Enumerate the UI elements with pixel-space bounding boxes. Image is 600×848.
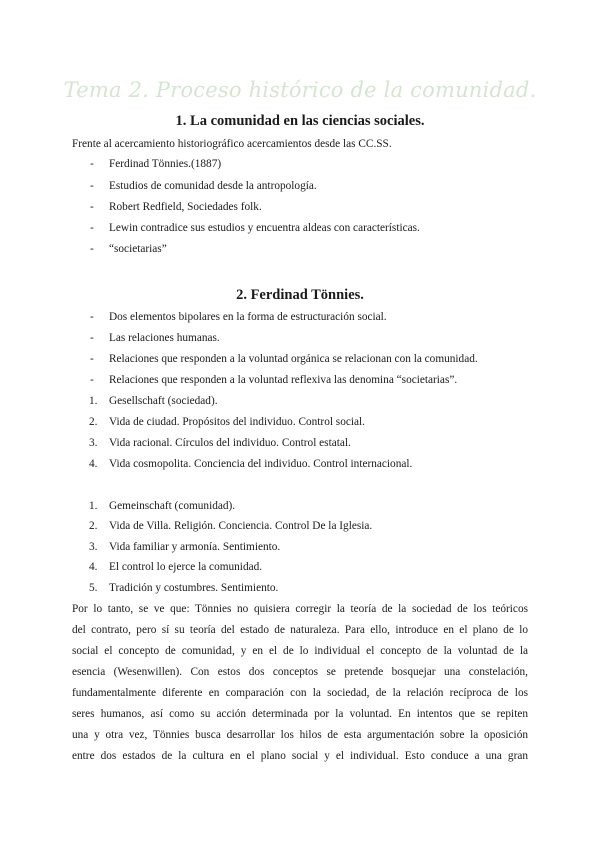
list-item: Estudios de comunidad desde la antropología. bbox=[109, 180, 317, 192]
bullet-marker: - bbox=[90, 332, 94, 344]
paragraph-line: fundamentalmente diferente en comparación con la sociedad, de la relación recíproca de los bbox=[72, 687, 528, 699]
list-number: 5. bbox=[89, 582, 98, 594]
list-item: “societarias” bbox=[109, 243, 167, 255]
list-item: Gesellschaft (sociedad). bbox=[109, 395, 218, 407]
list-item: Relaciones que responden a la voluntad orgánica se relacionan con la comunidad. bbox=[109, 353, 478, 365]
list-number: 1. bbox=[89, 395, 98, 407]
bullet-marker: - bbox=[90, 180, 94, 192]
list-item: Ferdinad Tönnies.(1887) bbox=[109, 158, 222, 170]
list-number: 2. bbox=[89, 416, 98, 428]
list-item: El control lo ejerce la comunidad. bbox=[109, 561, 263, 573]
bullet-marker: - bbox=[90, 353, 94, 365]
list-item: Dos elementos bipolares en la forma de estructuración social. bbox=[109, 311, 387, 323]
paragraph-line: entre dos estados de la cultura en el plano social y el individual. Esto conduce a una gran bbox=[72, 750, 528, 762]
list-number: 1. bbox=[89, 500, 98, 512]
list-item: Las relaciones humanas. bbox=[109, 332, 220, 344]
list-number: 4. bbox=[89, 458, 98, 470]
list-item: Tradición y costumbres. Sentimiento. bbox=[109, 582, 279, 594]
bullet-marker: - bbox=[90, 222, 94, 234]
section-1-intro: Frente al acercamiento historiográfico acercamientos desde las CC.SS. bbox=[72, 138, 392, 150]
bullet-marker: - bbox=[90, 311, 94, 323]
paragraph-line: una y otra vez, Tönnies busca desarrollar los hilos de esta argumentación sobre la oposición bbox=[72, 729, 528, 741]
paragraph-line: esencia (Wesenwillen). Con estos dos conceptos se pretende bosquejar una constelación, bbox=[72, 666, 528, 678]
bullet-marker: - bbox=[90, 158, 94, 170]
list-number: 2. bbox=[89, 520, 98, 532]
list-item: Robert Redfield, Sociedades folk. bbox=[109, 201, 262, 213]
paragraph-line: del contrato, pero sí su teoría del estado de naturaleza. Para ello, introduce en el plano de lo bbox=[72, 624, 528, 636]
list-item: Vida de Villa. Religión. Conciencia. Control De la Iglesia. bbox=[109, 520, 373, 532]
list-item: Relaciones que responden a la voluntad reflexiva las denomina “societarias”. bbox=[109, 374, 458, 386]
paragraph-line: seres humanos, así como su acción determinada por la voluntad. En intentos que se repiten bbox=[72, 708, 528, 720]
list-number: 4. bbox=[89, 561, 98, 573]
list-item: Gemeinschaft (comunidad). bbox=[109, 500, 236, 512]
list-item: Vida racional. Círculos del individuo. Control estatal. bbox=[109, 437, 351, 449]
document-title: Tema 2. Proceso histórico de la comunidad. bbox=[63, 78, 537, 102]
list-number: 3. bbox=[89, 437, 98, 449]
paragraph-line: social el concepto de comunidad, y en el de lo individual el concepto de la voluntad de la bbox=[72, 645, 528, 657]
section-1-heading: 1. La comunidad en las ciencias sociales. bbox=[175, 113, 425, 129]
list-item: Vida cosmopolita. Conciencia del individuo. Control internacional. bbox=[109, 458, 413, 470]
bullet-marker: - bbox=[90, 201, 94, 213]
list-item: Vida de ciudad. Propósitos del individuo. Control social. bbox=[109, 416, 365, 428]
bullet-marker: - bbox=[90, 243, 94, 255]
bullet-marker: - bbox=[90, 374, 94, 386]
paragraph-line: Por lo tanto, se ve que: Tönnies no quisiera corregir la teoría de la sociedad de los teóricos bbox=[72, 603, 528, 615]
list-item: Lewin contradice sus estudios y encuentra aldeas con características. bbox=[109, 222, 420, 234]
list-item: Vida familiar y armonía. Sentimiento. bbox=[109, 541, 281, 553]
section-2-heading: 2. Ferdinad Tönnies. bbox=[236, 287, 364, 303]
list-number: 3. bbox=[89, 541, 98, 553]
